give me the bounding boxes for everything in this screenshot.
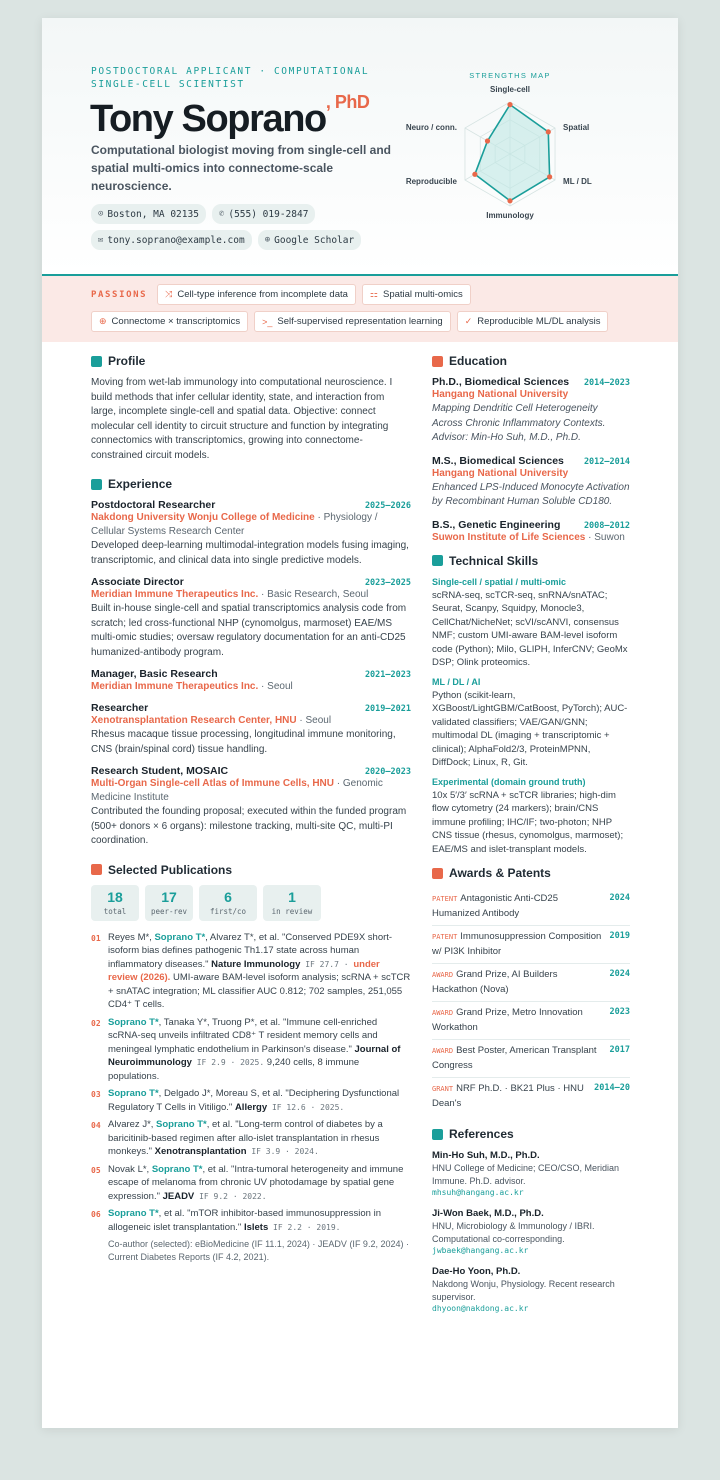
passion-text: Cell-type inference from incomplete data bbox=[177, 289, 348, 300]
radar-point bbox=[485, 138, 490, 143]
passions-bar bbox=[42, 276, 678, 342]
authors-before: Novak L*, bbox=[108, 1163, 152, 1175]
reference-email-link[interactable]: dhyoon@nakdong.ac.kr bbox=[432, 1304, 529, 1313]
profile-heading bbox=[91, 354, 411, 368]
references-title: References bbox=[449, 1127, 514, 1141]
organization-detail: · Seoul bbox=[258, 681, 293, 692]
publication-number: 05 bbox=[91, 1165, 101, 1175]
impact-factor: IF 2.2 · 2019. bbox=[268, 1222, 341, 1232]
impact-factor: IF 12.6 · 2025. bbox=[267, 1102, 345, 1112]
passion-text: Connectome × transcriptomics bbox=[111, 316, 241, 327]
reference-entry bbox=[432, 1149, 630, 1199]
citation-title: , et al. "Intra-tumoral heterogeneity and immune escape of melanoma from chronic UV photodamage by spatial gene expression." bbox=[108, 1163, 404, 1202]
contact-text: tony.soprano@example.com bbox=[107, 234, 245, 246]
award-kind-badge: AWARD bbox=[432, 1009, 454, 1017]
stat-label: first/co bbox=[209, 906, 247, 916]
publications-heading bbox=[91, 863, 411, 877]
education-entry bbox=[432, 455, 630, 510]
skill-group-heading: ML / DL / AI bbox=[432, 676, 481, 687]
radar-axis-label: Spatial bbox=[563, 123, 590, 132]
job-entry bbox=[91, 576, 411, 660]
skills-heading bbox=[432, 554, 630, 568]
radar-title: STRENGTHS MAP bbox=[469, 71, 551, 80]
radar-series-area bbox=[475, 105, 550, 201]
publication-notes: 9,240 cells, 8 immune populations. bbox=[108, 1057, 360, 1082]
job-dates: 2021–2023 bbox=[364, 670, 411, 680]
job-description: Built in-house single-cell and spatial transcriptomics analysis code from scratch; led cross-functional NHP (cynomolgus, marmoset) EAE/MS multi-omic studies; oversaw regulatory documentation for an anti-CD25 humanized-antibody program. bbox=[91, 603, 407, 658]
publication-number: 06 bbox=[91, 1210, 101, 1219]
citation-title: , Alvarez T*, et al. "Conserved PDE9X short-isoform bias defines pathogenic Th1.17 state across human inflammatory diseases." bbox=[108, 931, 393, 970]
job-org bbox=[91, 588, 411, 602]
passion-chip[interactable] bbox=[91, 311, 248, 332]
authors-before: Reyes M*, bbox=[108, 931, 155, 943]
education-header bbox=[432, 455, 630, 467]
resume-page bbox=[42, 18, 678, 1428]
job-dates: 2025–2026 bbox=[364, 501, 411, 511]
job-org bbox=[91, 680, 411, 694]
profile-title: Profile bbox=[108, 354, 146, 368]
coauthor-note: Co-author (selected): eBioMedicine (IF 11.1, 2024) · JEADV (IF 9.2, 2024) · Current Diabetes Reports (IF 4.2, 2021). bbox=[108, 1239, 409, 1262]
candidate-name bbox=[90, 92, 370, 141]
publication-item bbox=[91, 1087, 411, 1114]
publication-item bbox=[91, 931, 411, 1012]
award-text bbox=[432, 892, 604, 920]
skill-group-body: Python (scikit-learn, XGBoost/LightGBM/CatBoost, PyTorch); AUC-validated classifiers; VAE/GAN/GNN; multimodal DL (imaging + transcriptomic + clinical); AlphaFold2/3, ProteinMPNN, DiffDock; Linux, R, Git. bbox=[432, 689, 628, 768]
education-dates: 2012–2014 bbox=[583, 456, 630, 467]
award-text bbox=[432, 1006, 604, 1034]
impact-factor: IF 9.2 · 2022. bbox=[194, 1191, 267, 1201]
publication-item bbox=[91, 1163, 411, 1204]
education-title: Education bbox=[449, 354, 508, 368]
job-dates: 2019–2021 bbox=[364, 704, 411, 714]
self-author: Soprano T* bbox=[156, 1119, 207, 1130]
award-year: 2014–20 bbox=[594, 1083, 630, 1093]
publication-list bbox=[91, 931, 411, 1235]
radar-axis-label: Single-cell bbox=[489, 85, 531, 94]
publication-number: 03 bbox=[91, 1090, 101, 1099]
job-description: Rhesus macaque tissue processing, longitudinal immune monitoring, CNS (brain/spinal cord) tissue handling. bbox=[91, 729, 396, 755]
section-marker bbox=[432, 868, 443, 879]
globe-icon: ⊕ bbox=[264, 235, 271, 245]
publication-citation bbox=[108, 1163, 411, 1204]
skill-group-body: 10x 5′/3′ scRNA + scTCR libraries; high-dim flow cytometry (24 markers); brain/CNS immune profiling; IHC/IF; two-photon; NHP CNS tissue (rhesus, cynomolgus, marmoset); EAE/MS and islet-transplant models. bbox=[432, 789, 624, 855]
check-icon: ✓ bbox=[464, 316, 473, 326]
section-marker bbox=[432, 356, 443, 367]
terminal-icon: >_ bbox=[262, 316, 273, 327]
job-dates: 2023–2025 bbox=[364, 578, 411, 588]
education-header bbox=[432, 376, 630, 388]
degree-suffix: , PhD bbox=[325, 92, 370, 112]
award-title: Best Poster, American Transplant Congress bbox=[432, 1045, 597, 1071]
award-year: 2019 bbox=[609, 931, 630, 941]
passions-row bbox=[91, 284, 629, 332]
reference-name: Min-Ho Suh, M.D., Ph.D. bbox=[432, 1150, 540, 1161]
experience-list bbox=[91, 499, 411, 849]
section-marker bbox=[91, 479, 102, 490]
section-marker bbox=[432, 555, 443, 566]
organization-detail: · Basic Research, Seoul bbox=[258, 589, 369, 600]
job-description: Developed deep-learning multimodal-integration models fusing imaging, transcriptomic, and clinical data into single predictive models. bbox=[91, 540, 409, 566]
award-text bbox=[432, 930, 604, 958]
journal-name: Journal of Neuroimmunology bbox=[108, 1043, 401, 1068]
stat-number: 17 bbox=[161, 888, 177, 905]
job-title: Postdoctoral Researcher bbox=[91, 499, 216, 511]
publication-citation bbox=[108, 1016, 411, 1084]
publication-stats bbox=[91, 885, 411, 921]
job-header bbox=[91, 668, 411, 680]
job-org bbox=[91, 511, 411, 539]
journal-name: JEADV bbox=[162, 1190, 195, 1202]
job-title: Research Student, MOSAIC bbox=[91, 765, 229, 777]
publications-title: Selected Publications bbox=[108, 862, 233, 877]
reference-description: HNU College of Medicine; CEO/CSO, Meridian Immune. Ph.D. advisor. bbox=[432, 1163, 620, 1186]
job-title: Manager, Basic Research bbox=[91, 668, 218, 680]
location-pin-icon: ⊙ bbox=[98, 209, 104, 219]
radar-axis-label: Immunology bbox=[486, 211, 534, 220]
contact-chip[interactable] bbox=[91, 204, 206, 224]
mail-icon: ✉ bbox=[98, 235, 104, 245]
organization-detail: · Seoul bbox=[296, 715, 332, 726]
awards-heading bbox=[432, 866, 630, 880]
radar-point bbox=[547, 174, 552, 179]
job-header bbox=[91, 765, 411, 777]
authors-before: Alvarez J*, bbox=[108, 1119, 157, 1130]
citation-title: , et al. "mTOR inhibitor-based immunosuppression in allogeneic islet transplantation." bbox=[108, 1208, 381, 1233]
job-dates: 2020–2023 bbox=[364, 767, 411, 777]
stat-label: in review bbox=[271, 906, 313, 916]
reference-name: Ji-Won Baek, M.D., Ph.D. bbox=[432, 1208, 544, 1219]
stat-number: 6 bbox=[224, 888, 232, 905]
grid-icon: ⚏ bbox=[369, 289, 378, 299]
contact-chips bbox=[91, 204, 421, 250]
education-entry bbox=[432, 519, 630, 545]
organization-name: Xenotransplantation Research Center, HNU bbox=[91, 715, 297, 726]
radar-axis-label: ML / DL bbox=[563, 177, 592, 186]
award-item bbox=[432, 1078, 630, 1115]
phone-icon: ✆ bbox=[218, 209, 225, 219]
award-year: 2024 bbox=[609, 969, 630, 979]
job-entry bbox=[91, 668, 411, 694]
references-heading bbox=[432, 1127, 630, 1141]
journal-name: Nature Immunology bbox=[211, 958, 301, 970]
passion-chip[interactable] bbox=[457, 311, 609, 332]
school-name: Hangang National University bbox=[432, 389, 569, 400]
school-name: Hangang National University bbox=[432, 467, 569, 479]
name-text: Tony Soprano bbox=[90, 98, 326, 140]
job-entry bbox=[91, 765, 411, 849]
organization-name: Meridian Immune Therapeutics Inc. bbox=[91, 681, 259, 692]
publication-stat bbox=[199, 885, 257, 921]
impact-factor: IF 3.9 · 2024. bbox=[246, 1147, 319, 1156]
job-title: Researcher bbox=[91, 702, 149, 714]
skill-group-heading: Single-cell / spatial / multi-omic bbox=[432, 576, 567, 587]
education-heading bbox=[432, 354, 630, 368]
job-entry bbox=[91, 499, 411, 568]
citation-title: , Delgado J*, Moreau S, et al. "Deciphering Dysfunctional Regulatory T Cells in Vitiligo." bbox=[108, 1088, 400, 1113]
radar-point bbox=[507, 198, 512, 203]
radar-axis-label: Reproducible bbox=[405, 177, 457, 186]
organization-name: Multi-Organ Single-cell Atlas of Immune Cells, HNU bbox=[91, 778, 334, 789]
review-status: under review (2026). bbox=[108, 958, 380, 983]
tagline: Computational biologist moving from single-cell and spatial multi-omics into connectome-scale neuroscience. bbox=[91, 143, 392, 193]
organization-detail: · Genomic Medicine Institute bbox=[91, 778, 383, 803]
contact-text: (555) 019-2847 bbox=[228, 208, 309, 220]
passion-chip[interactable] bbox=[362, 284, 471, 305]
passion-chip[interactable] bbox=[254, 311, 451, 332]
education-header bbox=[432, 519, 630, 531]
reference-description: HNU, Microbiology & Immunology / IBRI. Computational co-corresponding. bbox=[432, 1221, 595, 1244]
passion-text: Reproducible ML/DL analysis bbox=[477, 316, 601, 327]
experience-heading bbox=[91, 477, 411, 491]
skill-group-heading: Experimental (domain ground truth) bbox=[432, 776, 586, 787]
reference-entry bbox=[432, 1265, 630, 1315]
job-title: Associate Director bbox=[91, 576, 184, 588]
publication-citation bbox=[108, 1207, 411, 1234]
contact-text: Google Scholar bbox=[274, 234, 355, 246]
self-author: Soprano T* bbox=[154, 931, 206, 943]
section-marker bbox=[91, 864, 102, 875]
publication-stat bbox=[91, 885, 139, 921]
radar-axis-label: Neuro / conn. bbox=[405, 123, 457, 132]
target-icon: ⊕ bbox=[99, 316, 107, 326]
skill-group-body: scRNA-seq, scTCR-seq, snRNA/snATAC; Seurat, Scanpy, Squidpy, Monocle3, CellChat/NicheNet; scVI/scANVI, consensus NMF; custom UMI-aware BAM-level isoform code (Python); Milo, GLIPH, InferCNV; GeoMx DSP; Olink proteomics. bbox=[432, 589, 628, 668]
skills-list bbox=[432, 576, 630, 857]
stat-label: total bbox=[103, 906, 127, 916]
publication-number: 01 bbox=[91, 933, 101, 943]
section-marker bbox=[91, 356, 102, 367]
degree-title: B.S., Genetic Engineering bbox=[432, 518, 561, 531]
award-item bbox=[432, 926, 630, 964]
journal-name: Islets bbox=[243, 1221, 269, 1233]
award-kind-badge: AWARD bbox=[432, 971, 454, 979]
job-header bbox=[91, 702, 411, 714]
publication-notes: UMI-aware BAM-level isoform analysis; scRNA + scTCR + snATAC integration; ML classifier AUC 0.812; 702 samples, 251,055 CD4⁺ T cells. bbox=[108, 972, 411, 1010]
reference-name: Dae-Ho Yoon, Ph.D. bbox=[432, 1266, 521, 1277]
passion-text: Spatial multi-omics bbox=[383, 289, 463, 300]
education-dates: 2008–2012 bbox=[583, 520, 630, 531]
passions-label: PASSIONS bbox=[91, 289, 148, 300]
education-entry bbox=[432, 376, 630, 446]
citation-title: , Tanaka Y*, Truong P*, et al. "Immune cell-enriched scRNA-seq unveils infiltrated CD8⁺ T resident memory cells and meningeal lymphatic endothelium in Parkinson's disease." bbox=[108, 1016, 378, 1055]
thesis-title: Enhanced LPS-Induced Monocyte Activation by Recombinant Human Soluble CD180. bbox=[432, 481, 630, 507]
self-author: Soprano T* bbox=[108, 1016, 159, 1028]
references-list bbox=[432, 1149, 630, 1315]
award-year: 2023 bbox=[609, 1007, 630, 1017]
degree-title: M.S., Biomedical Sciences bbox=[432, 454, 564, 467]
job-description: Contributed the founding proposal; executed within the funded program (500+ donors × 6 organs): milestone tracking, multi-site QC, multi-PI coordination. bbox=[91, 806, 407, 846]
education-list bbox=[432, 376, 630, 545]
thesis-title: Mapping Dendritic Cell Heterogeneity Across Chronic Inflammatory Contexts. Advisor: Min-Ho Suh, M.D., Ph.D. bbox=[432, 403, 606, 443]
job-entry bbox=[91, 702, 411, 757]
job-header bbox=[91, 576, 411, 588]
awards-title: Awards & Patents bbox=[449, 866, 551, 880]
school-location: · Suwon bbox=[585, 531, 625, 543]
award-title: Grand Prize, Metro Innovation Workathon bbox=[432, 1007, 583, 1033]
self-author: Soprano T* bbox=[108, 1208, 159, 1219]
job-org bbox=[91, 714, 411, 728]
self-author: Soprano T* bbox=[108, 1088, 159, 1099]
right-column bbox=[432, 354, 630, 1323]
reference-entry bbox=[432, 1207, 630, 1257]
contact-text: Boston, MA 02135 bbox=[107, 208, 199, 220]
publication-citation bbox=[108, 931, 411, 1012]
publication-number: 04 bbox=[91, 1121, 101, 1130]
impact-factor: IF 27.7 · bbox=[300, 959, 354, 969]
award-text bbox=[432, 968, 604, 996]
award-text bbox=[432, 1044, 604, 1072]
radar-point bbox=[472, 172, 477, 177]
job-org bbox=[91, 777, 411, 805]
education-dates: 2014–2023 bbox=[583, 378, 630, 388]
section-marker bbox=[432, 1129, 443, 1140]
reference-email-link[interactable]: mhsuh@hangang.ac.kr bbox=[432, 1188, 524, 1197]
award-item bbox=[432, 1040, 630, 1078]
stat-label: peer-rev bbox=[150, 906, 188, 916]
passion-chip[interactable] bbox=[157, 284, 356, 305]
organization-name: Nakdong University Wonju College of Medicine bbox=[91, 512, 315, 523]
left-column bbox=[91, 354, 411, 1264]
experience-title: Experience bbox=[108, 477, 173, 491]
citation-title: , et al. "Long-term control of diabetes by a baricitinib-based regimen after allo-islet transplantation in rhesus monkeys." bbox=[108, 1119, 383, 1157]
award-title: Grand Prize, AI Builders Hackathon (Nova) bbox=[432, 969, 558, 995]
impact-factor: IF 2.9 · 2025. bbox=[191, 1058, 265, 1067]
award-year: 2024 bbox=[609, 893, 630, 903]
publication-stat bbox=[145, 885, 193, 921]
publication-citation bbox=[108, 1118, 411, 1159]
award-item bbox=[432, 964, 630, 1002]
contact-chip[interactable] bbox=[212, 204, 316, 224]
stat-number: 1 bbox=[288, 888, 296, 905]
award-title: NRF Ph.D. · BK21 Plus · HNU Dean's bbox=[432, 1083, 584, 1109]
reference-email-link[interactable]: jwbaek@hangang.ac.kr bbox=[432, 1246, 529, 1255]
nodes-icon: ⤨ bbox=[165, 289, 173, 299]
eyebrow-label: POSTDOCTORAL APPLICANT · COMPUTATIONAL SINGLE-CELL SCIENTIST bbox=[91, 66, 370, 90]
contact-chip[interactable] bbox=[91, 230, 252, 250]
job-header bbox=[91, 499, 411, 511]
award-kind-badge: PATENT bbox=[432, 895, 458, 903]
organization-name: Meridian Immune Therapeutics Inc. bbox=[91, 589, 259, 600]
degree-title: Ph.D., Biomedical Sciences bbox=[432, 376, 570, 388]
publication-citation bbox=[108, 1087, 411, 1114]
awards-list bbox=[432, 888, 630, 1115]
radar-point bbox=[507, 102, 512, 107]
journal-name: Xenotransplantation bbox=[154, 1146, 247, 1157]
skills-title: Technical Skills bbox=[449, 553, 539, 568]
publication-item bbox=[91, 1207, 411, 1234]
radar-point bbox=[546, 129, 551, 134]
school-name: Suwon Institute of Life Sciences · Suwon bbox=[432, 531, 625, 543]
award-year: 2017 bbox=[609, 1045, 630, 1055]
award-kind-badge: PATENT bbox=[432, 933, 458, 941]
profile-text: Moving from wet-lab immunology into computational neuroscience. I build methods that infer cellular identity, state, and interaction from large, incomplete single-cell and spatial data. Objective: connect molecular cell identity to circuit structure and function by integrating connectomics with transcriptomics, growing into connectome-constrained circuit models. bbox=[91, 377, 393, 461]
award-title: Immunosuppression Composition w/ PI3K Inhibitor bbox=[432, 931, 602, 957]
strengths-radar-chart bbox=[392, 70, 632, 245]
contact-chip[interactable] bbox=[258, 230, 362, 250]
award-title: Antagonistic Anti-CD25 Humanized Antibody bbox=[432, 893, 558, 919]
publication-item bbox=[91, 1016, 411, 1084]
journal-name: Allergy bbox=[234, 1101, 268, 1113]
passion-text: Self-supervised representation learning bbox=[277, 316, 443, 327]
award-item bbox=[432, 888, 630, 926]
publication-stat bbox=[263, 885, 321, 921]
organization-detail: · Physiology / Cellular Systems Research Center bbox=[91, 512, 378, 537]
stat-number: 18 bbox=[107, 888, 123, 905]
publication-number: 02 bbox=[91, 1018, 101, 1028]
reference-description: Nakdong Wonju, Physiology. Recent research supervisor. bbox=[432, 1279, 615, 1302]
publication-item bbox=[91, 1118, 411, 1159]
header-section bbox=[42, 18, 678, 276]
award-kind-badge: AWARD bbox=[432, 1047, 454, 1055]
award-text bbox=[432, 1082, 588, 1110]
award-kind-badge: GRANT bbox=[432, 1085, 454, 1093]
self-author: Soprano T* bbox=[151, 1163, 203, 1175]
award-item bbox=[432, 1002, 630, 1040]
